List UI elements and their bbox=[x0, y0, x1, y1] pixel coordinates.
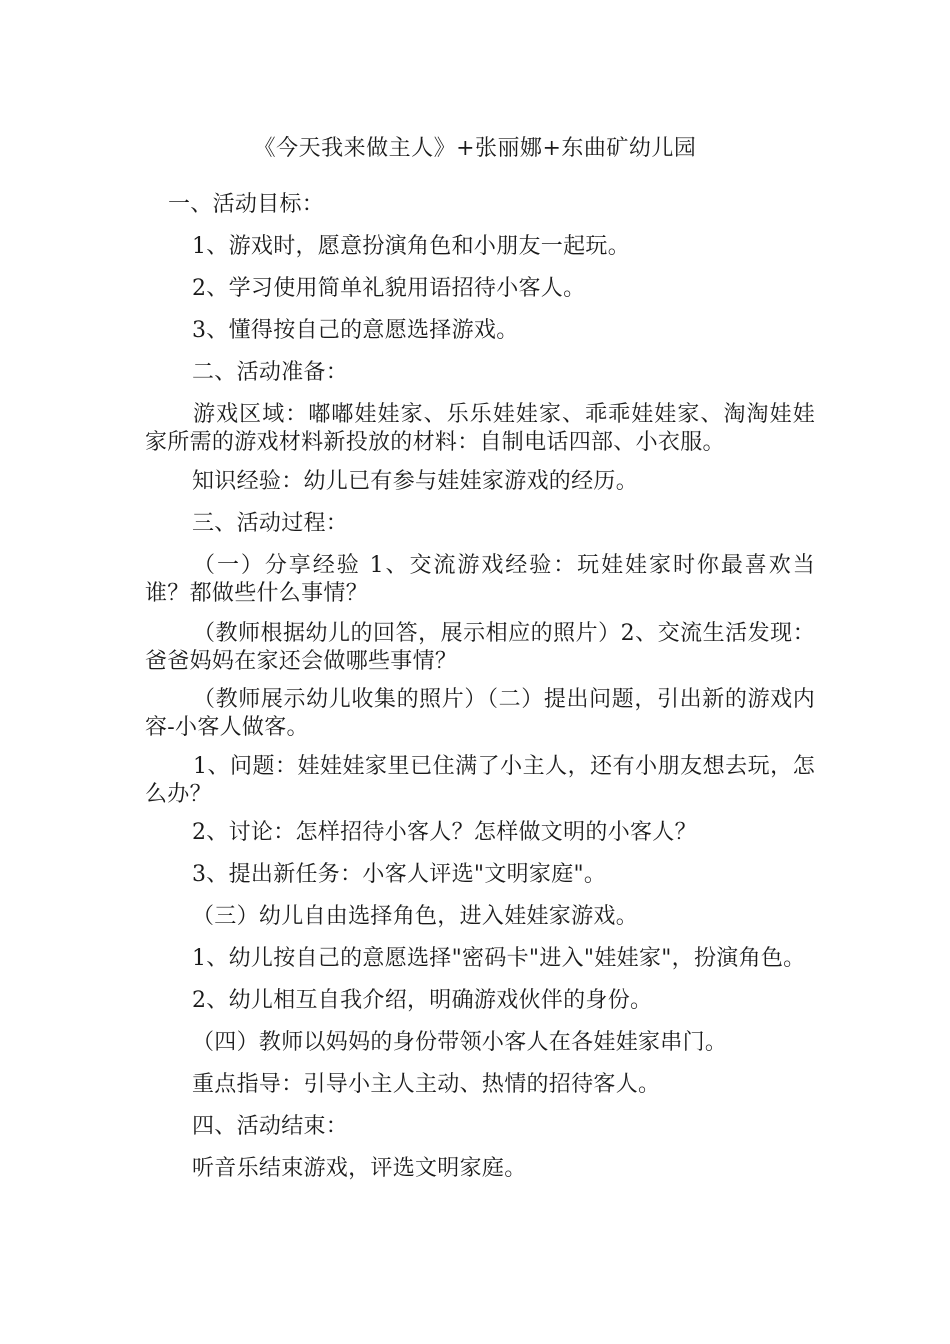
process-line-6: 3、提出新任务：小客人评选"文明家庭"。 bbox=[192, 862, 607, 887]
process-line-5: 2、讨论：怎样招待小客人？怎样做文明的小客人？ bbox=[192, 820, 697, 845]
process-line-9: 2、幼儿相互自我介绍，明确游戏伙伴的身份。 bbox=[192, 988, 653, 1013]
process-paragraph-4: 1、问题：娃娃娃家里已住满了小主人，还有小朋友想去玩，怎么办？ bbox=[145, 754, 815, 807]
section-heading-process: 三、活动过程： bbox=[192, 511, 349, 536]
goal-item-3: 3、懂得按自己的意愿选择游戏。 bbox=[192, 318, 519, 343]
goal-item-2: 2、学习使用简单礼貌用语招待小客人。 bbox=[192, 276, 586, 301]
process-line-11: 重点指导：引导小主人主动、热情的招待客人。 bbox=[192, 1072, 661, 1097]
section-heading-ending: 四、活动结束： bbox=[192, 1114, 349, 1139]
process-paragraph-1: （一）分享经验 1、交流游戏经验：玩娃娃家时你最喜欢当谁？都做些什么事情？ bbox=[145, 553, 815, 606]
process-line-8: 1、幼儿按自己的意愿选择"密码卡"进入"娃娃家"，扮演角色。 bbox=[192, 946, 806, 971]
process-paragraph-3: （教师展示幼儿收集的照片）（二）提出问题，引出新的游戏内容-小客人做客。 bbox=[145, 687, 815, 740]
process-line-7: （三）幼儿自由选择角色，进入娃娃家游戏。 bbox=[192, 904, 639, 929]
ending-line: 听音乐结束游戏，评选文明家庭。 bbox=[192, 1156, 527, 1181]
section-heading-goals: 一、活动目标： bbox=[168, 192, 325, 217]
preparation-experience-paragraph: 知识经验：幼儿已有参与娃娃家游戏的经历。 bbox=[192, 469, 639, 494]
process-paragraph-2: （教师根据幼儿的回答，展示相应的照片）2、交流生活发现：爸爸妈妈在家还会做哪些事情？ bbox=[145, 621, 815, 674]
preparation-area-paragraph: 游戏区域：嘟嘟娃娃家、乐乐娃娃家、乖乖娃娃家、淘淘娃娃家所需的游戏材料新投放的材料：自制电话四部、小衣服。 bbox=[145, 402, 815, 455]
document-title: 《今天我来做主人》+张丽娜+东曲矿幼儿园 bbox=[253, 136, 697, 161]
section-heading-preparation: 二、活动准备： bbox=[192, 360, 349, 385]
process-line-10: （四）教师以妈妈的身份带领小客人在各娃娃家串门。 bbox=[192, 1030, 728, 1055]
goal-item-1: 1、游戏时，愿意扮演角色和小朋友一起玩。 bbox=[192, 234, 630, 259]
